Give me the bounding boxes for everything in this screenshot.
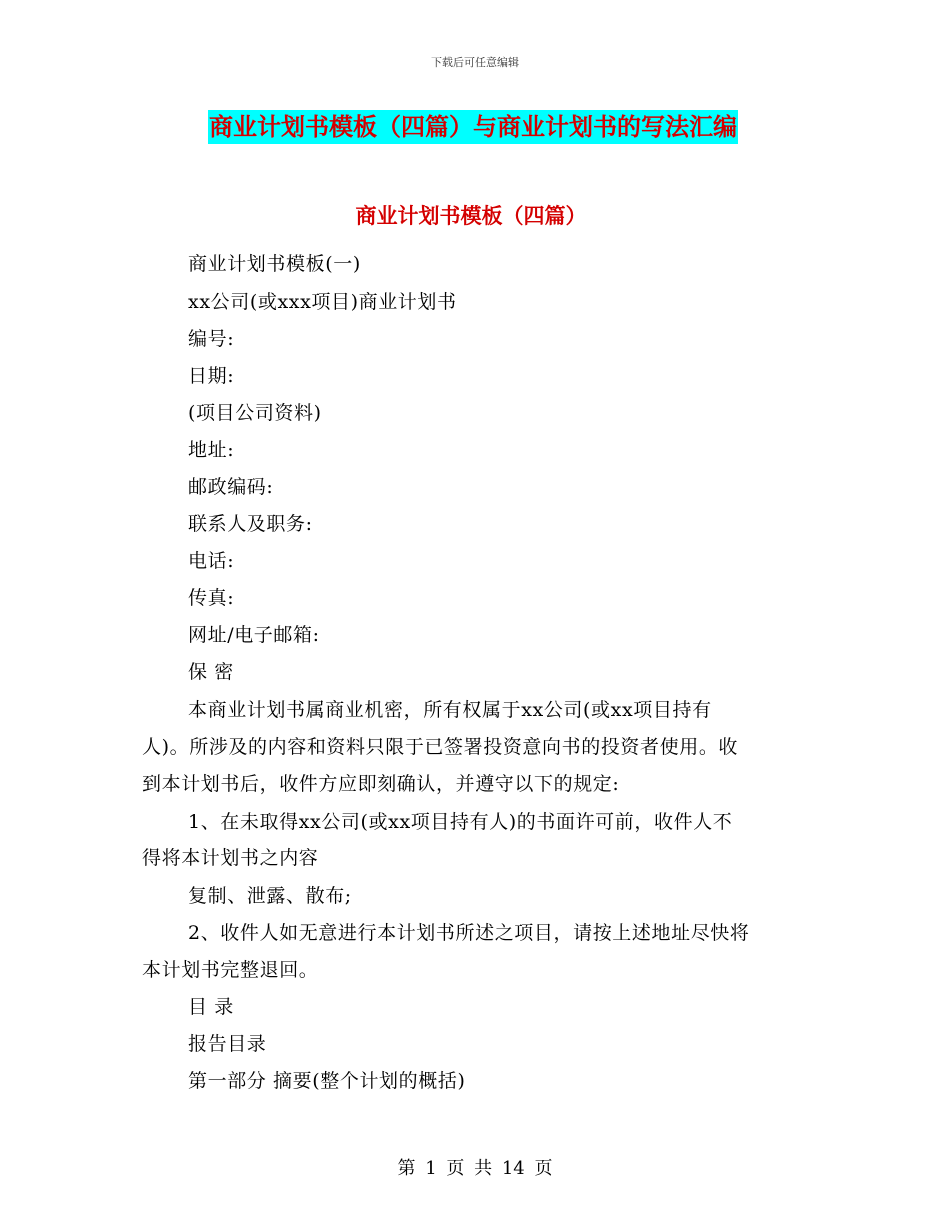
paragraph-line: 本商业计划书属商业机密，所有权属于xx公司(或xx项目持有 xyxy=(188,699,712,721)
page-footer: 第 1 页 共 14 页 xyxy=(397,1158,553,1179)
plan-title-line: xx公司(或xxx项目)商业计划书 xyxy=(188,291,457,313)
field-fax: 传真: xyxy=(188,587,235,609)
field-website-email: 网址/电子邮箱: xyxy=(188,624,320,646)
field-postcode: 邮政编码: xyxy=(188,476,274,498)
header-note: 下载后可任意编辑 xyxy=(431,56,519,69)
paragraph-line: 1、在未取得xx公司(或xx项目持有人)的书面许可前，收件人不 xyxy=(188,811,733,833)
field-date: 日期: xyxy=(188,365,235,387)
field-phone: 电话: xyxy=(188,550,235,572)
field-address: 地址: xyxy=(188,439,235,461)
sub-title: 商业计划书模板（四篇） xyxy=(355,203,587,228)
paragraph-line: 到本计划书后，收件方应即刻确认，并遵守以下的规定: xyxy=(142,773,620,795)
toc-heading: 目 录 xyxy=(188,996,234,1018)
toc-item: 第一部分 摘要(整个计划的概括) xyxy=(188,1070,466,1092)
report-toc-heading: 报告目录 xyxy=(188,1033,267,1055)
section-heading: 商业计划书模板(一) xyxy=(188,253,361,275)
field-contact: 联系人及职务: xyxy=(188,513,313,535)
main-title: 商业计划书模板（四篇）与商业计划书的写法汇编 xyxy=(208,110,738,144)
confidential-heading: 保 密 xyxy=(188,661,234,683)
paragraph-line: 2、收件人如无意进行本计划书所述之项目，请按上述地址尽快将 xyxy=(188,922,750,944)
company-info-heading: (项目公司资料) xyxy=(188,402,322,424)
paragraph-line: 本计划书完整退回。 xyxy=(142,959,319,981)
field-number: 编号: xyxy=(188,328,235,350)
paragraph-line: 得将本计划书之内容 xyxy=(142,847,319,869)
paragraph-line: 人)。所涉及的内容和资料只限于已签署投资意向书的投资者使用。收 xyxy=(142,736,739,758)
paragraph-line: 复制、泄露、散布; xyxy=(188,885,352,907)
